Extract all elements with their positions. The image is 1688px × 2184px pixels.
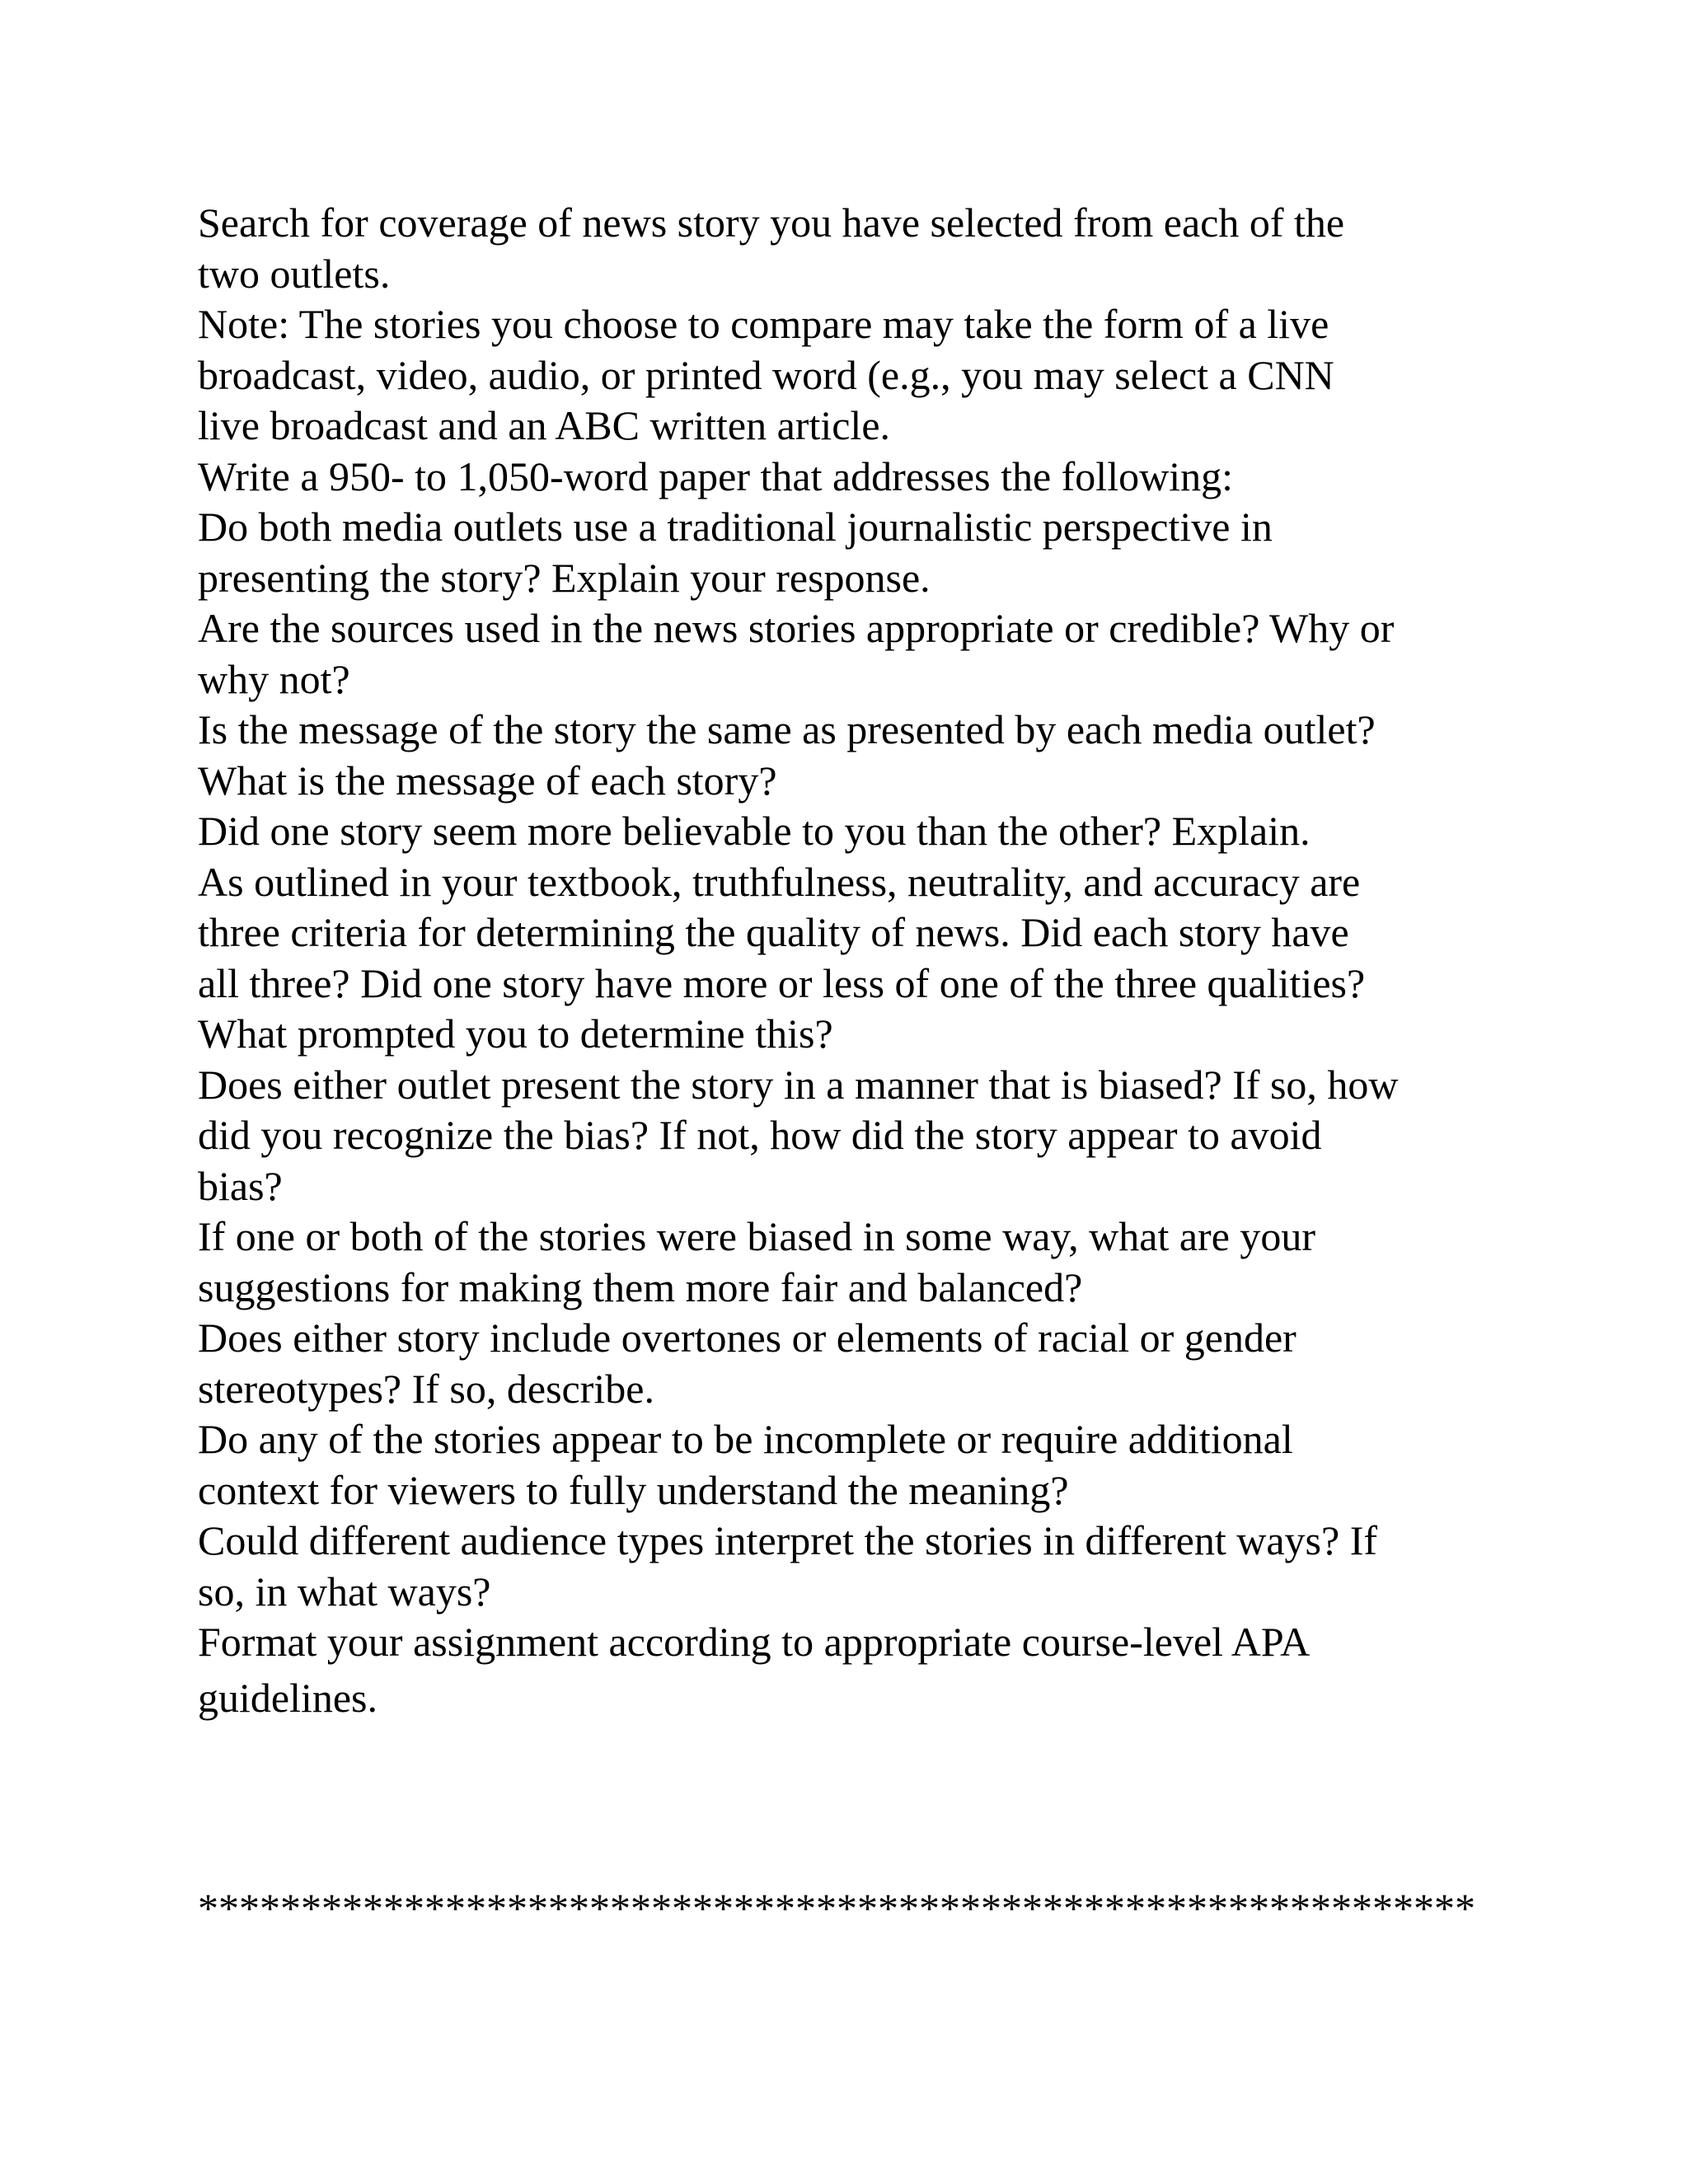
- text-line: presenting the story? Explain your response.: [198, 554, 931, 601]
- text-line: did you recognize the bias? If not, how did the story appear to avoid: [198, 1112, 1322, 1158]
- text-line: Does either outlet present the story in a manner that is biased? If so, how: [198, 1061, 1399, 1108]
- text-line: Do any of the stories appear to be incomplete or require additional: [198, 1416, 1293, 1462]
- text-line: What prompted you to determine this?: [198, 1010, 833, 1057]
- text-line: Are the sources used in the news stories appropriate or credible? Why or: [198, 605, 1395, 651]
- text-line: suggestions for making them more fair and balanced?: [198, 1263, 1083, 1310]
- text-line: Could different audience types interpret the stories in different ways? If: [198, 1517, 1378, 1563]
- text-line: What is the message of each story?: [198, 757, 777, 804]
- text-line: Is the message of the story the same as presented by each media outlet?: [198, 706, 1376, 752]
- asterisk-separator: **************************************************************: [198, 1885, 1475, 1931]
- text-line: broadcast, video, audio, or printed word (e.g., you may select a CNN: [198, 351, 1334, 398]
- text-line: bias?: [198, 1162, 283, 1209]
- text-line: Do both media outlets use a traditional journalistic perspective in: [198, 504, 1273, 550]
- text-line: why not?: [198, 655, 350, 702]
- text-line: Format your assignment according to appropriate course-level APA: [198, 1619, 1311, 1665]
- text-line: Search for coverage of news story you have selected from each of the: [198, 199, 1345, 246]
- text-line: Write a 950- to 1,050-word paper that addresses the following:: [198, 452, 1233, 499]
- text-line: Does either story include overtones or elements of racial or gender: [198, 1315, 1296, 1361]
- text-line: two outlets.: [198, 250, 391, 297]
- text-line: all three? Did one story have more or less of one of the three qualities?: [198, 959, 1366, 1006]
- text-line: If one or both of the stories were biased in some way, what are your: [198, 1213, 1316, 1259]
- assignment-text: [198, 198, 1500, 1723]
- text-line: stereotypes? If so, describe.: [198, 1365, 654, 1412]
- text-line: Note: The stories you choose to compare may take the form of a live: [198, 301, 1329, 347]
- text-line: context for viewers to fully understand the meaning?: [198, 1466, 1069, 1513]
- text-line: so, in what ways?: [198, 1568, 491, 1615]
- text-line: guidelines.: [198, 1674, 378, 1721]
- text-line: As outlined in your textbook, truthfulness, neutrality, and accuracy are: [198, 858, 1361, 905]
- text-line: Did one story seem more believable to you than the other? Explain.: [198, 808, 1311, 854]
- text-line: three criteria for determining the quality of news. Did each story have: [198, 909, 1349, 955]
- text-line: live broadcast and an ABC written article.: [198, 402, 891, 448]
